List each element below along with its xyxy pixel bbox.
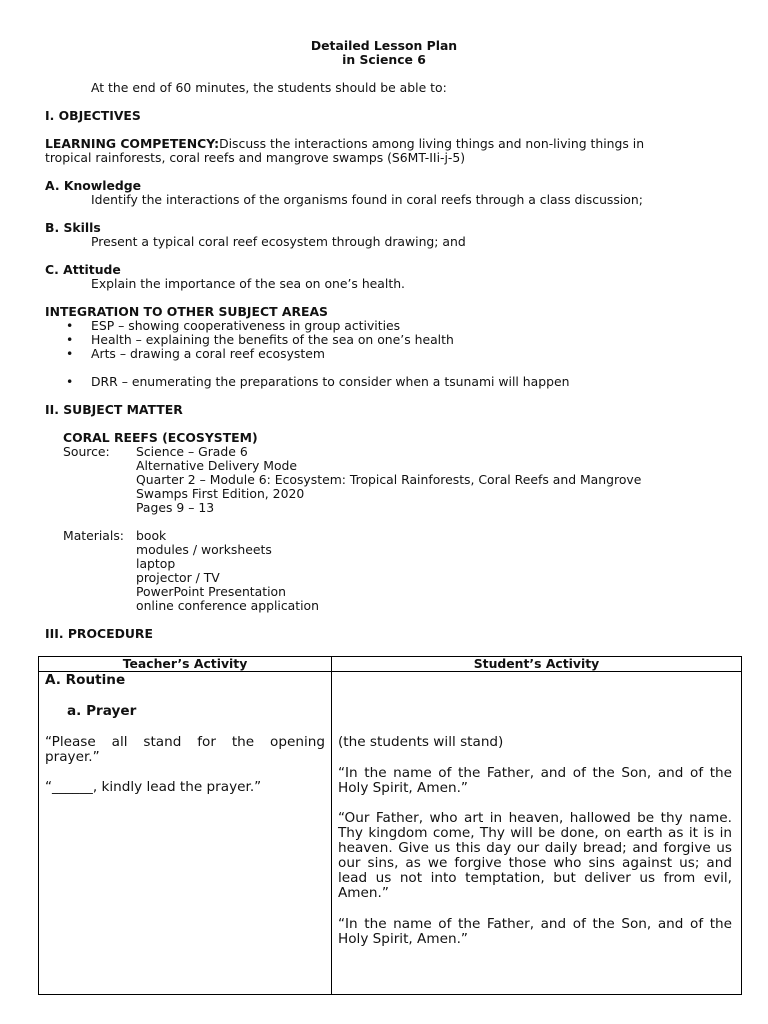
column-header-teacher: Teacher’s Activity [39,657,332,672]
material-item: projector / TV [136,570,220,585]
attitude-text: Explain the importance of the sea on one’s health. [91,276,405,291]
list-item-text: Health – explaining the benefits of the sea on one’s health [91,332,454,347]
column-header-student: Student’s Activity [332,657,742,672]
competency-line-2: tropical rainforests, coral reefs and mangrove swamps (S6MT-IIi-j-5) [45,150,466,165]
list-item [66,319,666,333]
source-line: Pages 9 – 13 [136,500,215,515]
skills-heading: B. Skills [45,220,101,235]
knowledge-text: Identify the interactions of the organisms found in coral reefs through a class discussion; [91,192,643,207]
table-row [39,672,742,995]
bullet-icon: • [66,374,74,389]
competency-line-1 [45,137,644,151]
list-item-text: DRR – enumerating the preparations to consider when a tsunami will happen [91,374,570,389]
knowledge-heading: A. Knowledge [45,178,142,193]
student-line-sign-of-cross: “In the name of the Father, and of the Son, and of the Holy Spirit, Amen.” [338,765,732,796]
student-line-our-father: “Our Father, who art in heaven, hallowed be thy name. Thy kingdom come, Thy will be done, on earth as it is in heaven. Give us this day our daily bread; and forgive us our sins, as we forgive those who sins against us; and lead us not into temptation, but deliver us from evil, Amen.” [338,810,732,901]
materials-label: Materials: [63,528,124,543]
prayer-heading: a. Prayer [67,703,137,719]
list-item-text: ESP – showing cooperativeness in group activities [91,318,401,333]
competency-text: Discuss the interactions among living things and non-living things in [219,136,645,151]
teacher-activity-cell [39,672,332,995]
routine-heading: A. Routine [45,672,126,688]
competency-label: LEARNING COMPETENCY: [45,136,220,151]
document-subtitle: in Science 6 [342,52,426,67]
material-item: book [136,528,167,543]
skills-text: Present a typical coral reef ecosystem through drawing; and [91,234,466,249]
material-item: modules / worksheets [136,542,272,557]
objectives-heading: I. OBJECTIVES [45,108,141,123]
table-header-row [39,657,742,672]
subject-matter-heading: II. SUBJECT MATTER [45,402,183,417]
source-line: Swamps First Edition, 2020 [136,486,305,501]
student-line-stand: (the students will stand) [338,734,504,750]
teacher-line-stand: “Please all stand for the opening prayer.” [45,734,325,765]
document-title: Detailed Lesson Plan [310,38,458,53]
intro-text: At the end of 60 minutes, the students should be able to: [91,80,447,95]
bullet-icon: • [66,346,74,361]
material-item: online conference application [136,598,319,613]
list-item [66,333,666,347]
teacher-line-lead: “______, kindly lead the prayer.” [45,779,262,795]
list-item [66,347,666,361]
bullet-icon: • [66,332,74,347]
attitude-heading: C. Attitude [45,262,121,277]
topic-title: CORAL REEFS (ECOSYSTEM) [63,430,258,445]
procedure-heading: III. PROCEDURE [45,626,153,641]
source-line: Alternative Delivery Mode [136,458,298,473]
student-line-closing-sign: “In the name of the Father, and of the Son, and of the Holy Spirit, Amen.” [338,916,732,947]
source-label: Source: [63,444,110,459]
material-item: laptop [136,556,176,571]
integration-heading: INTEGRATION TO OTHER SUBJECT AREAS [45,304,328,319]
material-item: PowerPoint Presentation [136,584,286,599]
procedure-table [38,656,742,995]
list-item-text: Arts – drawing a coral reef ecosystem [91,346,325,361]
list-item [66,375,666,389]
source-line: Quarter 2 – Module 6: Ecosystem: Tropical Rainforests, Coral Reefs and Mangrove [136,472,642,487]
source-line: Science – Grade 6 [136,444,248,459]
bullet-icon: • [66,318,74,333]
student-activity-cell [332,672,742,995]
